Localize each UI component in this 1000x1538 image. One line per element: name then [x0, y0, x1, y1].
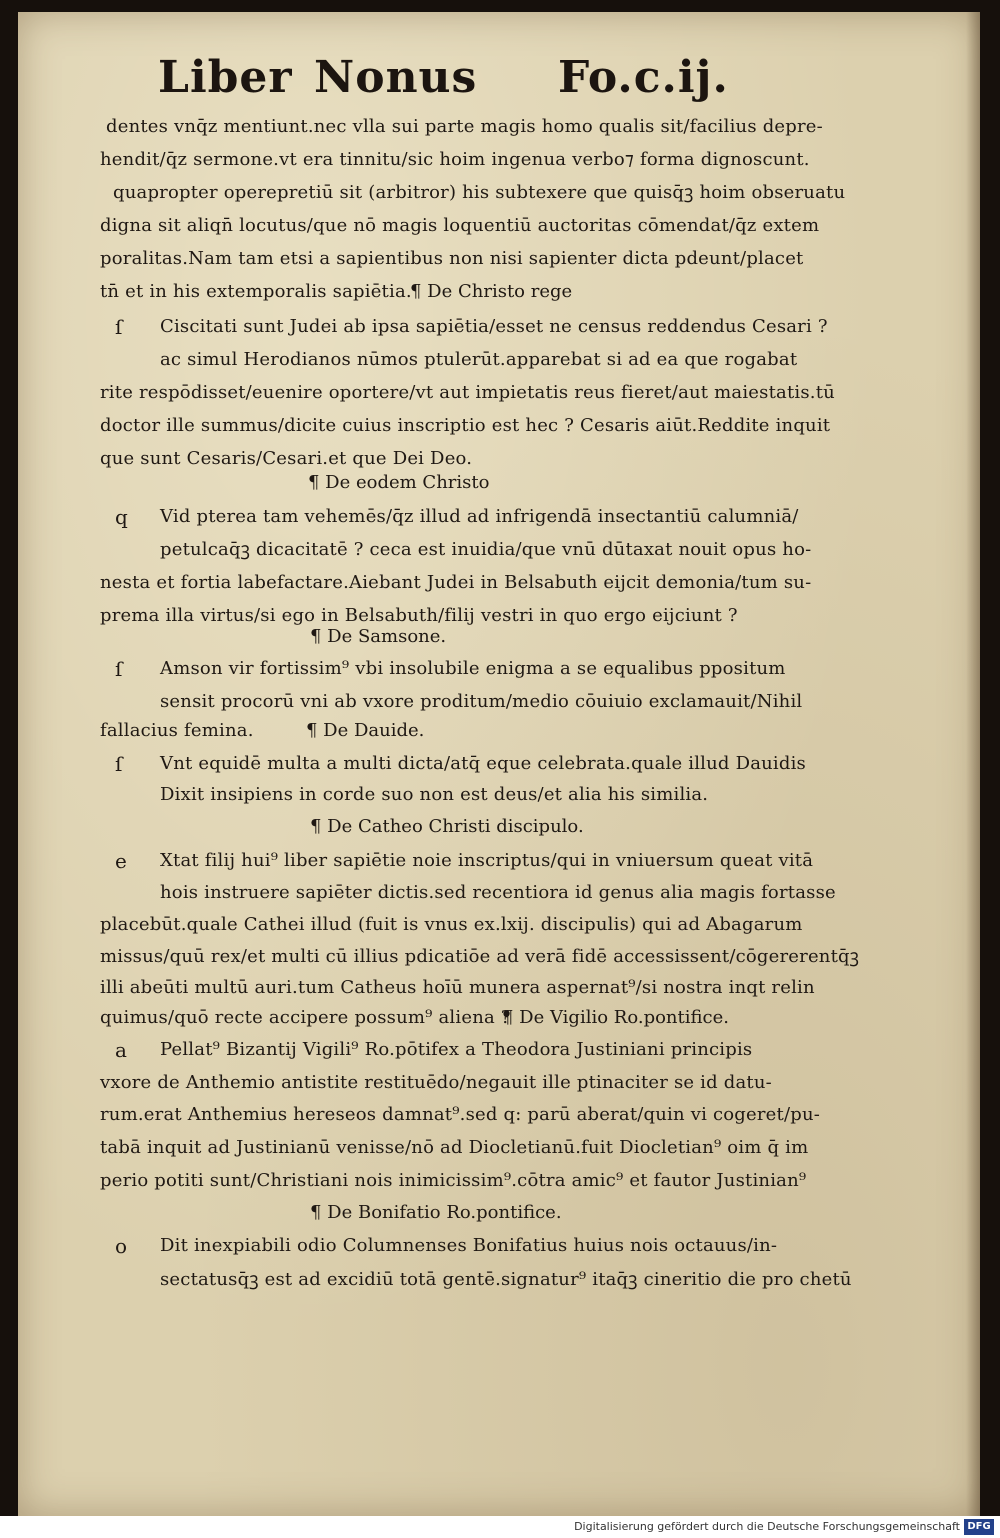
text-line: doctor ille summus/dicite cuius inscriptio est hec ? Cesaris aiūt.Reddite inquit [100, 415, 831, 436]
text-line: illi abeūti multū auri.tum Catheus hoīū munera aspernat⁹/si nostra inqt relin [100, 977, 815, 998]
text-line: petulcaq̄ꝫ dicacitatē ? ceca est inuidia/que vnū dūtaxat nouit opus ho- [160, 539, 812, 560]
text-line: fallacius femina. [100, 720, 254, 741]
initial-guide-letter: q [115, 505, 128, 529]
text-line: Vnt equidē multa a multi dicta/atq̄ eque celebrata.quale illud Dauidis [160, 753, 806, 774]
initial-guide-letter: ſ [115, 657, 123, 681]
text-line: poralitas.Nam tam etsi a sapientibus non nisi sapienter dicta pdeunt/placet [100, 248, 804, 269]
text-line: nesta et fortia labefactare.Aiebant Judei in Belsabuth eijcit demonia/tum su- [100, 572, 812, 593]
initial-guide-letter: ſ [115, 752, 123, 776]
section-heading: ¶ De eodem Christo [308, 472, 490, 493]
section-heading: ¶ De Bonifatio Ro.pontifice. [310, 1202, 562, 1223]
text-line: missus/quū rex/et multi cū illius pdicatiōe ad verā fidē accessissent/cōgererentq̄ꝫ [100, 946, 860, 967]
text-line: prema illa virtus/si ego in Belsabuth/filij vestri in quo ergo eijciunt ? [100, 605, 738, 626]
text-line: rum.erat Anthemius hereseos damnat⁹.sed q: parū aberat/quin vi cogeret/pu- [100, 1104, 821, 1125]
text-line: Dit inexpiabili odio Columnenses Bonifatius huius nois octauus/in- [160, 1235, 778, 1256]
initial-guide-letter: a [115, 1038, 127, 1062]
text-line: digna sit aliqn̄ locutus/que nō magis loquentiū auctoritas cōmendat/q̄z extem [100, 215, 820, 236]
text-line: vxore de Anthemio antistite restituēdo/negauit ille ptinaciter se id datu- [100, 1072, 772, 1093]
text-line: tn̄ et in his extemporalis sapiētia. [100, 281, 412, 302]
text-line: sectatusq̄ꝫ est ad excidiū totā gentē.signatur⁹ itaq̄ꝫ cineritio die pro chetū [160, 1269, 852, 1290]
text-line: ac simul Herodianos nūmos ptulerūt.apparebat si ad ea que rogabat [160, 349, 798, 370]
section-heading: ¶ De Christo rege [410, 281, 573, 302]
text-line: Amson vir fortissim⁹ vbi insolubile enigma a se equalibus ppositum [160, 658, 786, 679]
digitization-footer [0, 1516, 1000, 1538]
text-line: Vid pterea tam vehemēs/q̄z illud ad infrigendā insectantiū calumniā/ [160, 506, 799, 527]
section-heading: ¶ De Samsone. [310, 626, 447, 647]
text-line: hendit/q̄z sermone.vt era tinnitu/sic hoim ingenua verbo⁊ forma dignoscunt. [100, 149, 810, 170]
initial-guide-letter: ſ [115, 315, 123, 339]
text-line: perio potiti sunt/Christiani nois inimicissim⁹.cōtra amic⁹ et fautor Justinian⁹ [100, 1170, 807, 1191]
header-nonus: Nonus [314, 52, 478, 103]
initial-guide-letter: e [115, 849, 127, 873]
text-line: rite respōdisset/euenire oportere/vt aut impietatis reus fieret/aut maiestatis.tū [100, 382, 835, 403]
section-heading: ¶ De Catheo Christi discipulo. [310, 816, 584, 837]
text-line: Xtat filij hui⁹ liber sapiētie noie inscriptus/qui in vniuersum queat vitā [160, 850, 814, 871]
text-line: placebūt.quale Cathei illud (fuit is vnus ex.lxij. discipulis) qui ad Abagarum [100, 914, 803, 935]
text-line: Dixit insipiens in corde suo non est deus/et alia his similia. [160, 784, 709, 805]
header-liber: Liber [158, 52, 293, 103]
section-heading: ¶ De Vigilio Ro.pontifice. [502, 1007, 729, 1028]
text-line: dentes vnq̄z mentiunt.nec vlla sui parte magis homo qualis sit/facilius depre- [106, 116, 823, 137]
text-line: que sunt Cesaris/Cesari.et que Dei Deo. [100, 448, 473, 469]
text-line: quapropter operepretiū sit (arbitror) his subtexere que quisq̄ꝫ hoim obseruatu [113, 182, 846, 203]
folio-number: Fo.c.ij. [558, 52, 729, 103]
page-edge-shadow [966, 12, 980, 1516]
dfg-logo: DFG [964, 1519, 994, 1535]
text-line: tabā inquit ad Justinianū venisse/nō ad Diocletianū.fuit Diocletian⁹ oim q̄ im [100, 1137, 809, 1158]
initial-guide-letter: o [115, 1234, 128, 1258]
text-line: quimus/quō recte accipere possum⁹ aliena ? [100, 1007, 511, 1028]
book-page [18, 12, 980, 1516]
text-line: Pellat⁹ Bizantij Vigili⁹ Ro.pōtifex a Theodora Justiniani principis [160, 1039, 753, 1060]
funding-credit: Digitalisierung gefördert durch die Deutsche Forschungsgemeinschaft [574, 1520, 960, 1533]
text-line: Ciscitati sunt Judei ab ipsa sapiētia/esset ne census reddendus Cesari ? [160, 316, 828, 337]
text-line: sensit procorū vni ab vxore proditum/medio cōuiuio exclamauit/Nihil [160, 691, 803, 712]
text-line: hois instruere sapiēter dictis.sed recentiora id genus alia magis fortasse [160, 882, 836, 903]
section-heading: ¶ De Dauide. [306, 720, 425, 741]
